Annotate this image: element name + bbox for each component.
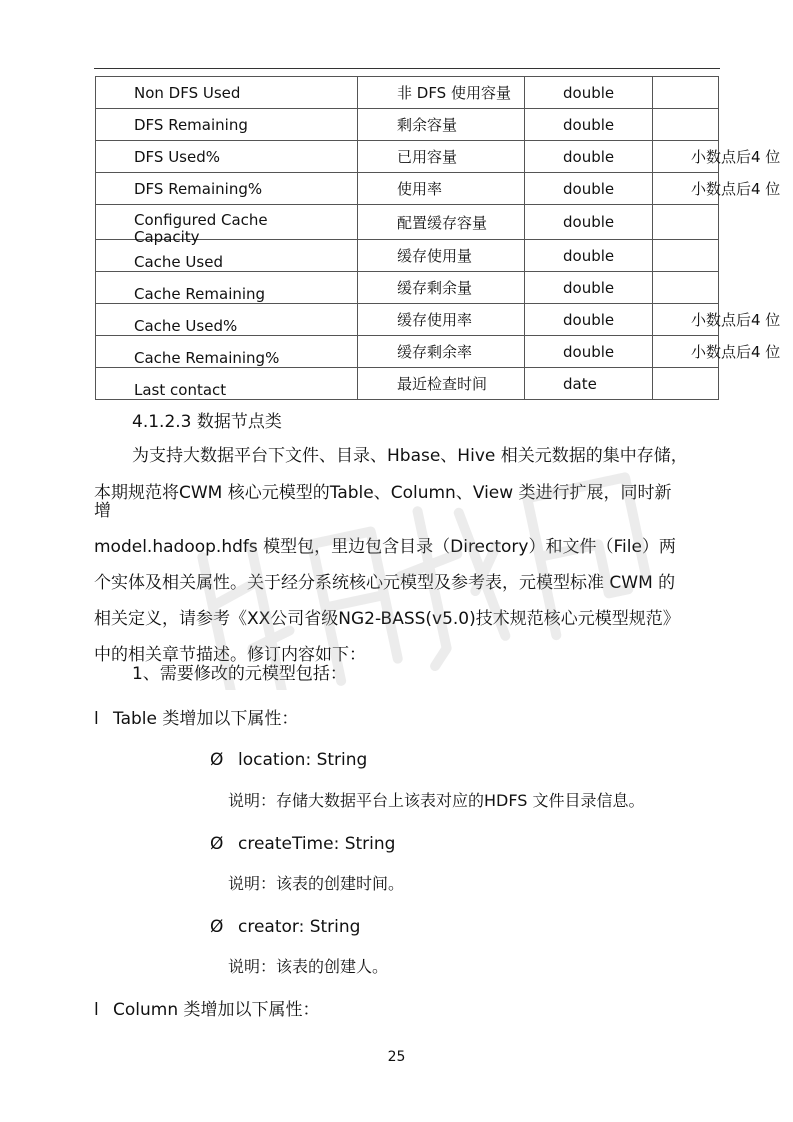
table-row [96,173,719,205]
attribute-description: 说明：存储大数据平台上该表对应的HDFS 文件目录信息。 [228,791,645,810]
field-name: DFS Remaining [96,109,358,141]
attribute-description: 说明：该表的创建人。 [228,957,389,976]
attribute-table [95,76,781,400]
field-note [653,205,719,240]
attribute-name: location: String [238,750,368,770]
paragraph-line: model.hadoop.hdfs 模型包，里边包含目录（Directory）和文件（File）两 [94,537,676,557]
field-name-text: Configured Cache Capacity [134,211,268,246]
field-name-text: Last contact [134,381,227,399]
field-cn-name: 最近检查时间 [358,368,525,400]
field-note: 小数点后4 位 [653,304,719,336]
table-row [96,240,719,272]
field-cn-name: 使用率 [358,173,525,205]
field-note [653,240,719,272]
field-name [96,336,358,368]
field-note: 小数点后4 位 [653,141,719,173]
field-cn-name: 缓存使用量 [358,240,525,272]
field-cn-name: 配置缓存容量 [358,205,525,240]
attribute-bullet-icon: Ø [210,750,224,770]
attribute-name: createTime: String [238,834,396,854]
column-class-label: Column 类增加以下属性： [113,1000,320,1020]
bullet-icon: l [94,709,99,729]
field-note: 小数点后4 位 [653,336,719,368]
field-cn-name: 剩余容量 [358,109,525,141]
attribute-item [210,834,395,854]
paragraph-line: 为支持大数据平台下文件、目录、Hbase、Hive 相关元数据的集中存储， [132,446,688,466]
field-name-text: Cache Used% [134,317,238,335]
list-intro: 1、需要修改的元模型包括： [132,664,347,684]
field-type: double [525,141,653,173]
section-heading: 4.1.2.3 数据节点类 [132,412,282,432]
attribute-item [210,750,367,770]
field-name: DFS Used% [96,141,358,173]
field-cn-name: 缓存剩余量 [358,272,525,304]
table-row [96,368,719,400]
field-type: double [525,109,653,141]
field-type: double [525,304,653,336]
table-row [96,205,719,240]
field-note [653,109,719,141]
field-name-text: Cache Remaining% [134,349,280,367]
field-type: double [525,205,653,240]
paragraph-line: 本期规范将CWM 核心元模型的Table、Column、View 类进行扩展，同时新 [94,483,672,503]
field-name-text: Cache Used [134,253,223,271]
paragraph-line: 增 [94,501,111,521]
header-rule [94,68,720,69]
attribute-item [210,917,360,937]
field-type: double [525,240,653,272]
paragraph-line: 中的相关章节描述。修订内容如下： [94,645,366,665]
table-row [96,272,719,304]
field-name [96,368,358,400]
field-type: date [525,368,653,400]
table-row [96,109,719,141]
field-cn-name: 缓存使用率 [358,304,525,336]
field-type: double [525,77,653,109]
field-cn-name: 缓存剩余率 [358,336,525,368]
page-number: 25 [387,1049,406,1065]
field-cn-name: 非 DFS 使用容量 [358,77,525,109]
field-type: double [525,173,653,205]
bullet-icon: l [94,1000,99,1020]
attribute-name: creator: String [238,917,361,937]
table-row [96,141,719,173]
paragraph-line: 相关定义，请参考《XX公司省级NG2-BASS(v5.0)技术规范核心元模型规范》 [94,609,680,629]
field-cn-name: 已用容量 [358,141,525,173]
field-type: double [525,272,653,304]
field-name [96,304,358,336]
paragraph-line: 个实体及相关属性。关于经分系统核心元模型及参考表，元模型标准 CWM 的 [94,573,676,593]
table-row [96,304,719,336]
attribute-bullet-icon: Ø [210,834,224,854]
field-type: double [525,336,653,368]
field-name [96,205,358,246]
field-name: DFS Remaining% [96,173,358,205]
table-row [96,77,719,109]
field-note [653,272,719,304]
attribute-description: 说明：该表的创建时间。 [228,874,405,893]
field-name-text: Cache Remaining [134,285,266,303]
field-note [653,77,719,109]
table-class-heading [94,709,298,729]
field-note [653,368,719,400]
table-class-label: Table 类增加以下属性： [113,709,299,729]
field-name [96,272,358,304]
table-row [96,336,719,368]
field-name [96,240,358,272]
field-note: 小数点后4 位 [653,173,719,205]
column-class-heading [94,1000,320,1020]
attribute-bullet-icon: Ø [210,917,224,937]
field-name: Non DFS Used [96,77,358,109]
